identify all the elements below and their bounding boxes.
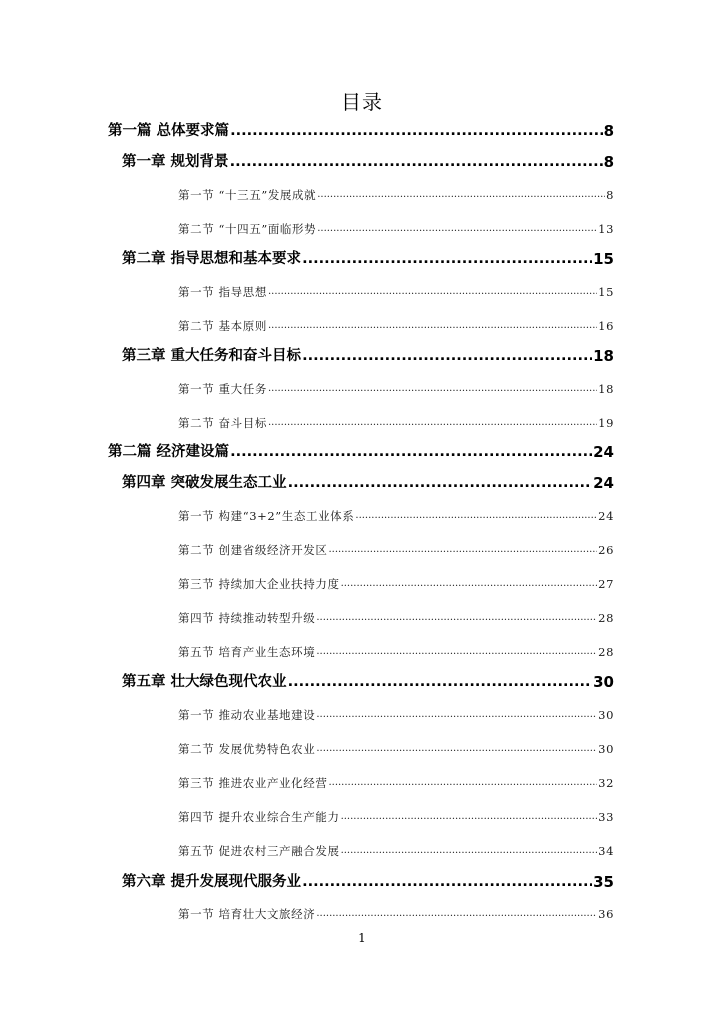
toc-entry-section[interactable] [178,220,614,238]
toc-entry-page: 28 [598,645,614,659]
toc-entry-page: 15 [598,285,614,299]
toc-entry-section[interactable] [178,380,614,398]
toc-entry-label: 第四节 持续推动转型升级 [178,611,316,625]
toc-entry-label: 第三节 推进农业产业化经营 [178,776,328,790]
toc-entry-label: 第一章 规划背景 [122,154,229,170]
toc-entry-chapter[interactable] [122,248,614,270]
toc-entry-chapter[interactable] [122,345,614,367]
toc-entry-label: 第四章 突破发展生态工业 [122,475,287,491]
toc-leader-dots [341,808,598,826]
toc-entry-page: 35 [593,873,614,891]
toc-entry-section[interactable] [178,808,614,826]
toc-entry-section[interactable] [178,905,614,923]
toc-leader-dots [288,671,593,693]
toc-entry-page: 27 [598,577,614,591]
toc-entry-page: 33 [598,810,614,824]
page-title: 目录 [341,90,383,114]
toc-entry-page: 30 [598,708,614,722]
toc-entry-page: 26 [598,543,614,557]
toc-leader-dots [316,740,597,758]
toc-entry-section[interactable] [178,186,614,204]
toc-entry-page: 30 [593,673,614,691]
toc-entry-page: 32 [598,776,614,790]
toc-leader-dots [316,643,597,661]
toc-entry-section[interactable] [178,283,614,301]
toc-entry-section[interactable] [178,541,614,559]
toc-entry-label: 第三章 重大任务和奋斗目标 [122,348,302,364]
toc-entry-section[interactable] [178,740,614,758]
toc-entry-label: 第一节 构建“3+2”生态工业体系 [178,509,355,523]
toc-entry-page: 13 [598,222,614,236]
toc-entry-label: 第二节 创建省级经济开发区 [178,543,328,557]
toc-entry-chapter[interactable] [122,472,614,494]
toc-entry-label: 第四节 提升农业综合生产能力 [178,810,340,824]
toc-entry-label: 第一篇 总体要求篇 [108,123,230,139]
toc-entry-label: 第一节 “十三五”发展成就 [178,188,317,202]
toc-entry-label: 第五节 促进农村三产融合发展 [178,844,340,858]
toc-entry-page: 36 [598,907,614,921]
toc-entry-section[interactable] [178,414,614,432]
toc-entry-section[interactable] [178,774,614,792]
toc-leader-dots [355,507,597,525]
toc-entry-part[interactable] [108,120,614,142]
toc-entry-page: 16 [598,319,614,333]
toc-entry-label: 第二章 指导思想和基本要求 [122,251,302,267]
toc-entry-page: 8 [603,153,614,171]
toc-entry-chapter[interactable] [122,871,614,893]
toc-leader-dots [268,317,597,335]
toc-entry-page: 30 [598,742,614,756]
toc-leader-dots [230,151,603,173]
toc-entry-page: 18 [593,347,614,365]
toc-leader-dots [230,120,603,142]
toc-leader-dots [317,186,605,204]
toc-leader-dots [268,414,597,432]
toc-entry-part[interactable] [108,441,614,463]
toc-leader-dots [341,842,598,860]
toc-leader-dots [302,345,592,367]
toc-leader-dots [328,541,597,559]
toc-entry-chapter[interactable] [122,151,614,173]
toc-entry-page: 24 [598,509,614,523]
toc-leader-dots [302,871,592,893]
toc-entry-section[interactable] [178,609,614,627]
toc-entry-label: 第一节 指导思想 [178,285,267,299]
toc-leader-dots [288,472,593,494]
toc-leader-dots [328,774,597,792]
toc-entry-label: 第三节 持续加大企业扶持力度 [178,577,340,591]
toc-entry-label: 第二节 “十四五”面临形势 [178,222,317,236]
toc-entry-page: 34 [598,844,614,858]
toc-entry-section[interactable] [178,507,614,525]
toc-entry-page: 18 [598,382,614,396]
toc-entry-section[interactable] [178,317,614,335]
toc-leader-dots [268,380,597,398]
toc-entry-page: 8 [606,188,614,202]
toc-entry-label: 第五节 培育产业生态环境 [178,645,316,659]
toc-entry-label: 第五章 壮大绿色现代农业 [122,674,287,690]
toc-entry-section[interactable] [178,575,614,593]
toc-entry-section[interactable] [178,706,614,724]
toc-entry-page: 28 [598,611,614,625]
toc-entry-section[interactable] [178,643,614,661]
toc-entry-label: 第一节 推动农业基地建设 [178,708,316,722]
toc-leader-dots [316,609,597,627]
toc-entry-label: 第六章 提升发展现代服务业 [122,874,302,890]
toc-entry-section[interactable] [178,842,614,860]
toc-leader-dots [317,220,597,238]
toc-entry-chapter[interactable] [122,671,614,693]
toc-entry-label: 第二篇 经济建设篇 [108,444,230,460]
toc-entry-page: 8 [603,122,614,140]
toc-leader-dots [316,706,597,724]
toc-entry-label: 第一节 培育壮大文旅经济 [178,907,316,921]
toc-leader-dots [341,575,598,593]
toc-leader-dots [316,905,597,923]
toc-entry-label: 第一节 重大任务 [178,382,267,396]
toc-leader-dots [268,283,597,301]
toc-leader-dots [302,248,592,270]
toc-entry-page: 19 [598,416,614,430]
toc-leader-dots [230,441,592,463]
toc-entry-page: 24 [593,474,614,492]
toc-entry-label: 第二节 发展优势特色农业 [178,742,316,756]
toc-entry-page: 15 [593,250,614,268]
page-number: 1 [358,931,366,945]
toc-entry-page: 24 [593,443,614,461]
toc-entry-label: 第二节 奋斗目标 [178,416,267,430]
toc-entry-label: 第二节 基本原则 [178,319,267,333]
